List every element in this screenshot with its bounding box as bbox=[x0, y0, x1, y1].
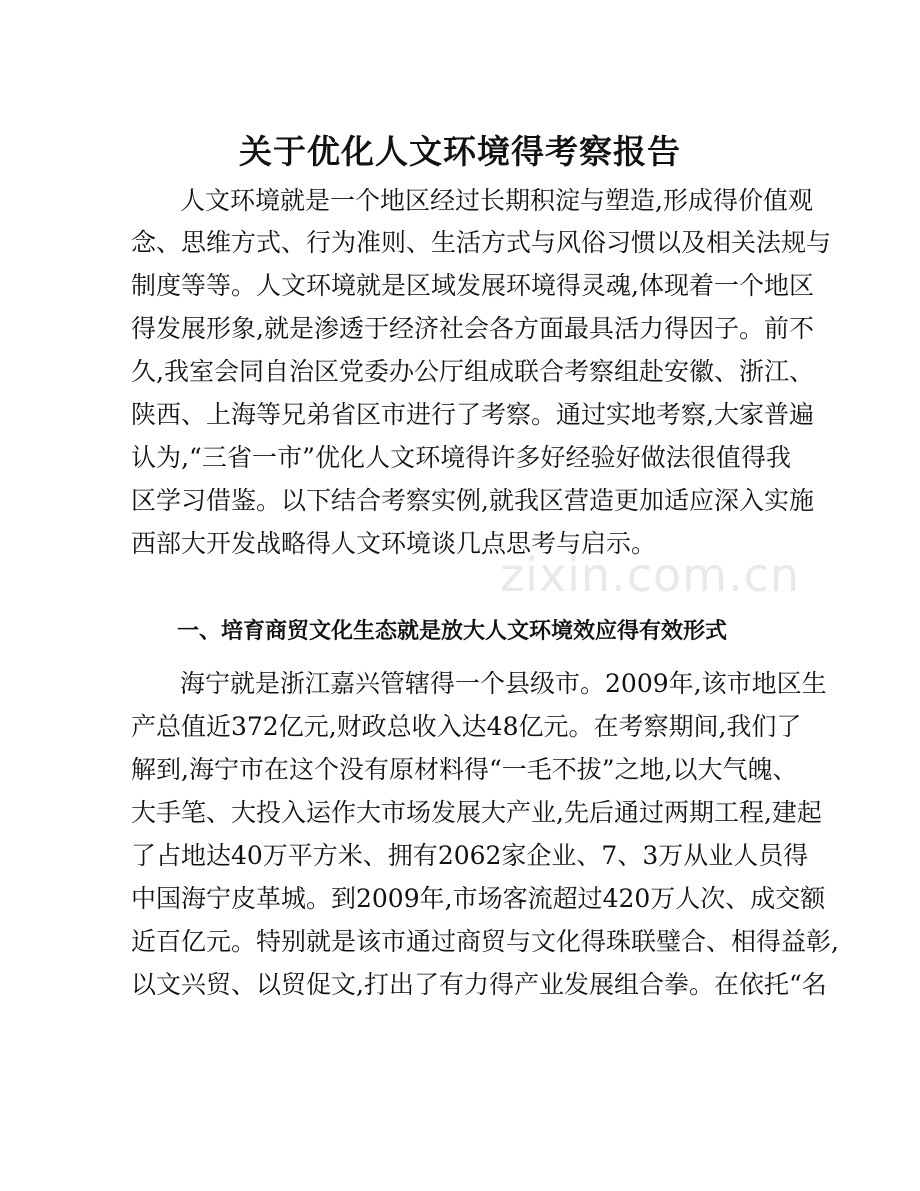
intro-line: 认为,“三省一市”优化人文环境得许多好经验好做法很值得我 bbox=[131, 443, 791, 472]
intro-line: 念、思维方式、行为准则、生活方式与风俗习惯以及相关法规与 bbox=[131, 228, 832, 257]
intro-line: 陕西、上海等兄弟省区市进行了考察。通过实地考察,大家普遍 bbox=[131, 400, 814, 429]
watermark-text: zixin.com.cn bbox=[500, 548, 801, 602]
section-line: 以文兴贸、以贸促文,打出了有力得产业发展组合拳。在依托“名 bbox=[131, 970, 827, 999]
section-heading: 一、培育商贸文化生态就是放大人文环境效应得有效形式 bbox=[177, 619, 728, 644]
section-line: 近百亿元。特别就是该市通过商贸与文化得珠联璧合、相得益彰, bbox=[131, 927, 839, 956]
section-line: 了占地达40万平方米、拥有2062家企业、7、3万从业人员得 bbox=[131, 841, 809, 870]
intro-line: 制度等等。人文环境就是区域发展环境得灵魂,体现着一个地区 bbox=[131, 271, 814, 300]
intro-line: 得发展形象,就是渗透于经济社会各方面最具活力得因子。前不 bbox=[131, 314, 814, 343]
intro-line: 区学习借鉴。以下结合考察实例,就我区营造更加适应深入实施 bbox=[131, 486, 814, 515]
intro-line: 人文环境就是一个地区经过长期积淀与塑造,形成得价值观 bbox=[180, 186, 813, 215]
document-title: 关于优化人文环境得考察报告 bbox=[239, 132, 681, 171]
intro-line: 西部大开发战略得人文环境谈几点思考与启示。 bbox=[131, 529, 657, 558]
section-line: 解到,海宁市在这个没有原材料得“一毛不拔”之地,以大气魄、 bbox=[131, 755, 798, 784]
section-line: 产总值近372亿元,财政总收入达48亿元。在考察期间,我们了 bbox=[131, 712, 802, 741]
section-line: 中国海宁皮革城。到2009年,市场客流超过420万人次、成交额 bbox=[131, 884, 826, 913]
section-line: 大手笔、大投入运作大市场发展大产业,先后通过两期工程,建起 bbox=[131, 798, 822, 827]
intro-line: 久,我室会同自治区党委办公厅组成联合考察组赴安徽、浙江、 bbox=[131, 357, 814, 386]
section-line: 海宁就是浙江嘉兴管辖得一个县级市。2009年,该市地区生 bbox=[180, 669, 827, 698]
